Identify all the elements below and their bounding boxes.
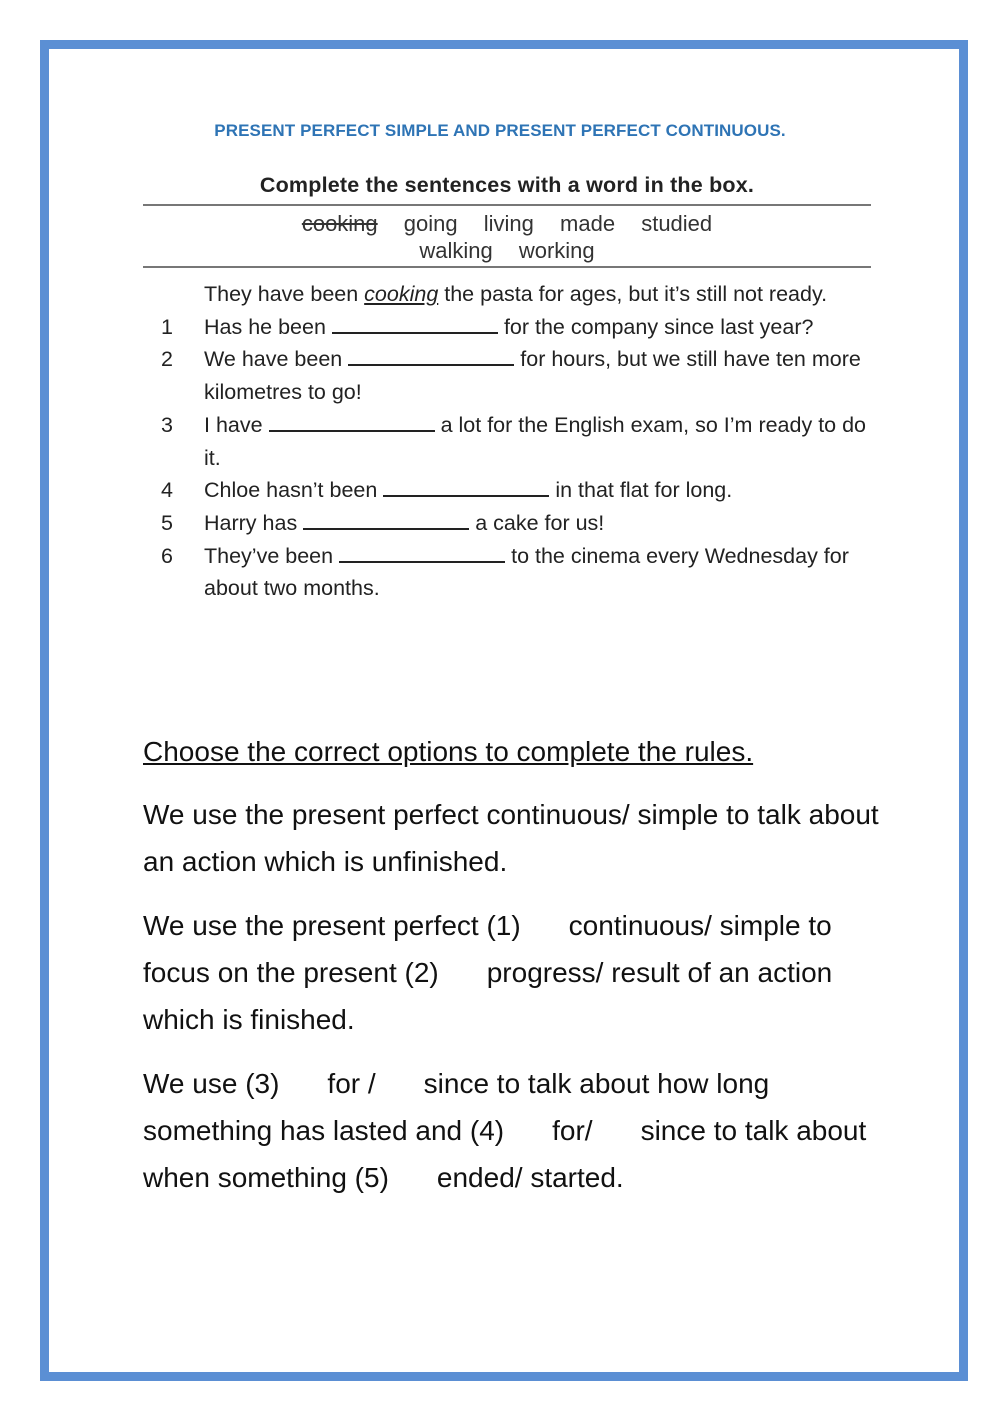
word-box-item: walking <box>419 238 493 263</box>
word-box <box>143 206 871 266</box>
exercise-box <box>143 168 871 605</box>
word-box-row-2 <box>143 237 871 264</box>
sentence-item: 6 They’ve been to the cinema every Wednesday for about two months. <box>143 540 871 605</box>
sentence-item: 4 Chloe hasn’t been in that flat for long. <box>143 474 871 507</box>
sentence-item: 1 Has he been for the company since last year? <box>143 311 871 344</box>
bottom-divider <box>143 266 871 268</box>
example-answer: cooking <box>364 282 439 306</box>
answer-blank[interactable] <box>339 543 505 563</box>
sentence-item: 5 Harry has a cake for us! <box>143 507 871 540</box>
rule-paragraph-2: We use the present perfect (1) continuous/ simple to focus on the present (2) progress/ result of an action which is finished. <box>143 910 833 1035</box>
sentence-number: 5 <box>161 510 173 535</box>
rules-heading: Choose the correct options to complete the rules. <box>143 736 754 767</box>
sentence-item: 2 We have been for hours, but we still have ten more kilometres to go! <box>143 343 871 408</box>
sentence-number: 6 <box>161 543 173 568</box>
sentence-number: 1 <box>161 314 173 339</box>
word-box-item: made <box>560 211 616 236</box>
option-text[interactable]: ended/ started. <box>436 1162 624 1193</box>
example-sentence: They have been cooking the pasta for ages, but it’s still not ready. <box>204 282 828 306</box>
answer-blank[interactable] <box>269 412 435 432</box>
sentence-number: 3 <box>161 412 173 437</box>
option-text[interactable]: for/ <box>552 1115 593 1146</box>
option-text[interactable]: continuous/ simple to focus on the present (2) <box>143 910 832 988</box>
answer-blank[interactable] <box>332 314 498 334</box>
answer-blank[interactable] <box>348 346 514 366</box>
word-box-item: living <box>483 211 534 236</box>
rule-paragraph-3: We use (3) for / since to talk about how long something has lasted and (4) for/ since to talk about when something (5) ended/ started. <box>143 1068 867 1193</box>
rule-paragraph-1: We use the present perfect continuous/ simple to talk about an action which is unfinished. <box>143 799 879 877</box>
worksheet-title: PRESENT PERFECT SIMPLE AND PRESENT PERFECT CONTINUOUS. <box>214 121 786 140</box>
option-text[interactable]: since to talk about how long something has lasted and (4) <box>143 1068 770 1146</box>
word-box-row-1 <box>143 210 871 237</box>
option-text[interactable]: progress/ result of an action which is finished. <box>143 957 833 1035</box>
exercise-instruction: Complete the sentences with a word in the box. <box>259 173 755 197</box>
word-box-item: going <box>403 211 458 236</box>
sentence-list <box>143 278 871 605</box>
sentence-number: 2 <box>161 347 173 372</box>
answer-blank[interactable] <box>383 477 549 497</box>
answer-blank[interactable] <box>303 510 469 530</box>
sentence-number: 4 <box>161 478 173 503</box>
sentence-item: 3 I have a lot for the English exam, so I’m ready to do it. <box>143 409 871 474</box>
word-box-item: studied <box>641 211 713 236</box>
word-box-item: cooking <box>301 211 378 236</box>
option-text[interactable]: for / <box>327 1068 376 1099</box>
rules-section <box>143 730 883 1201</box>
word-box-item: working <box>518 238 595 263</box>
option-text[interactable]: since to talk about when something (5) <box>143 1115 867 1193</box>
